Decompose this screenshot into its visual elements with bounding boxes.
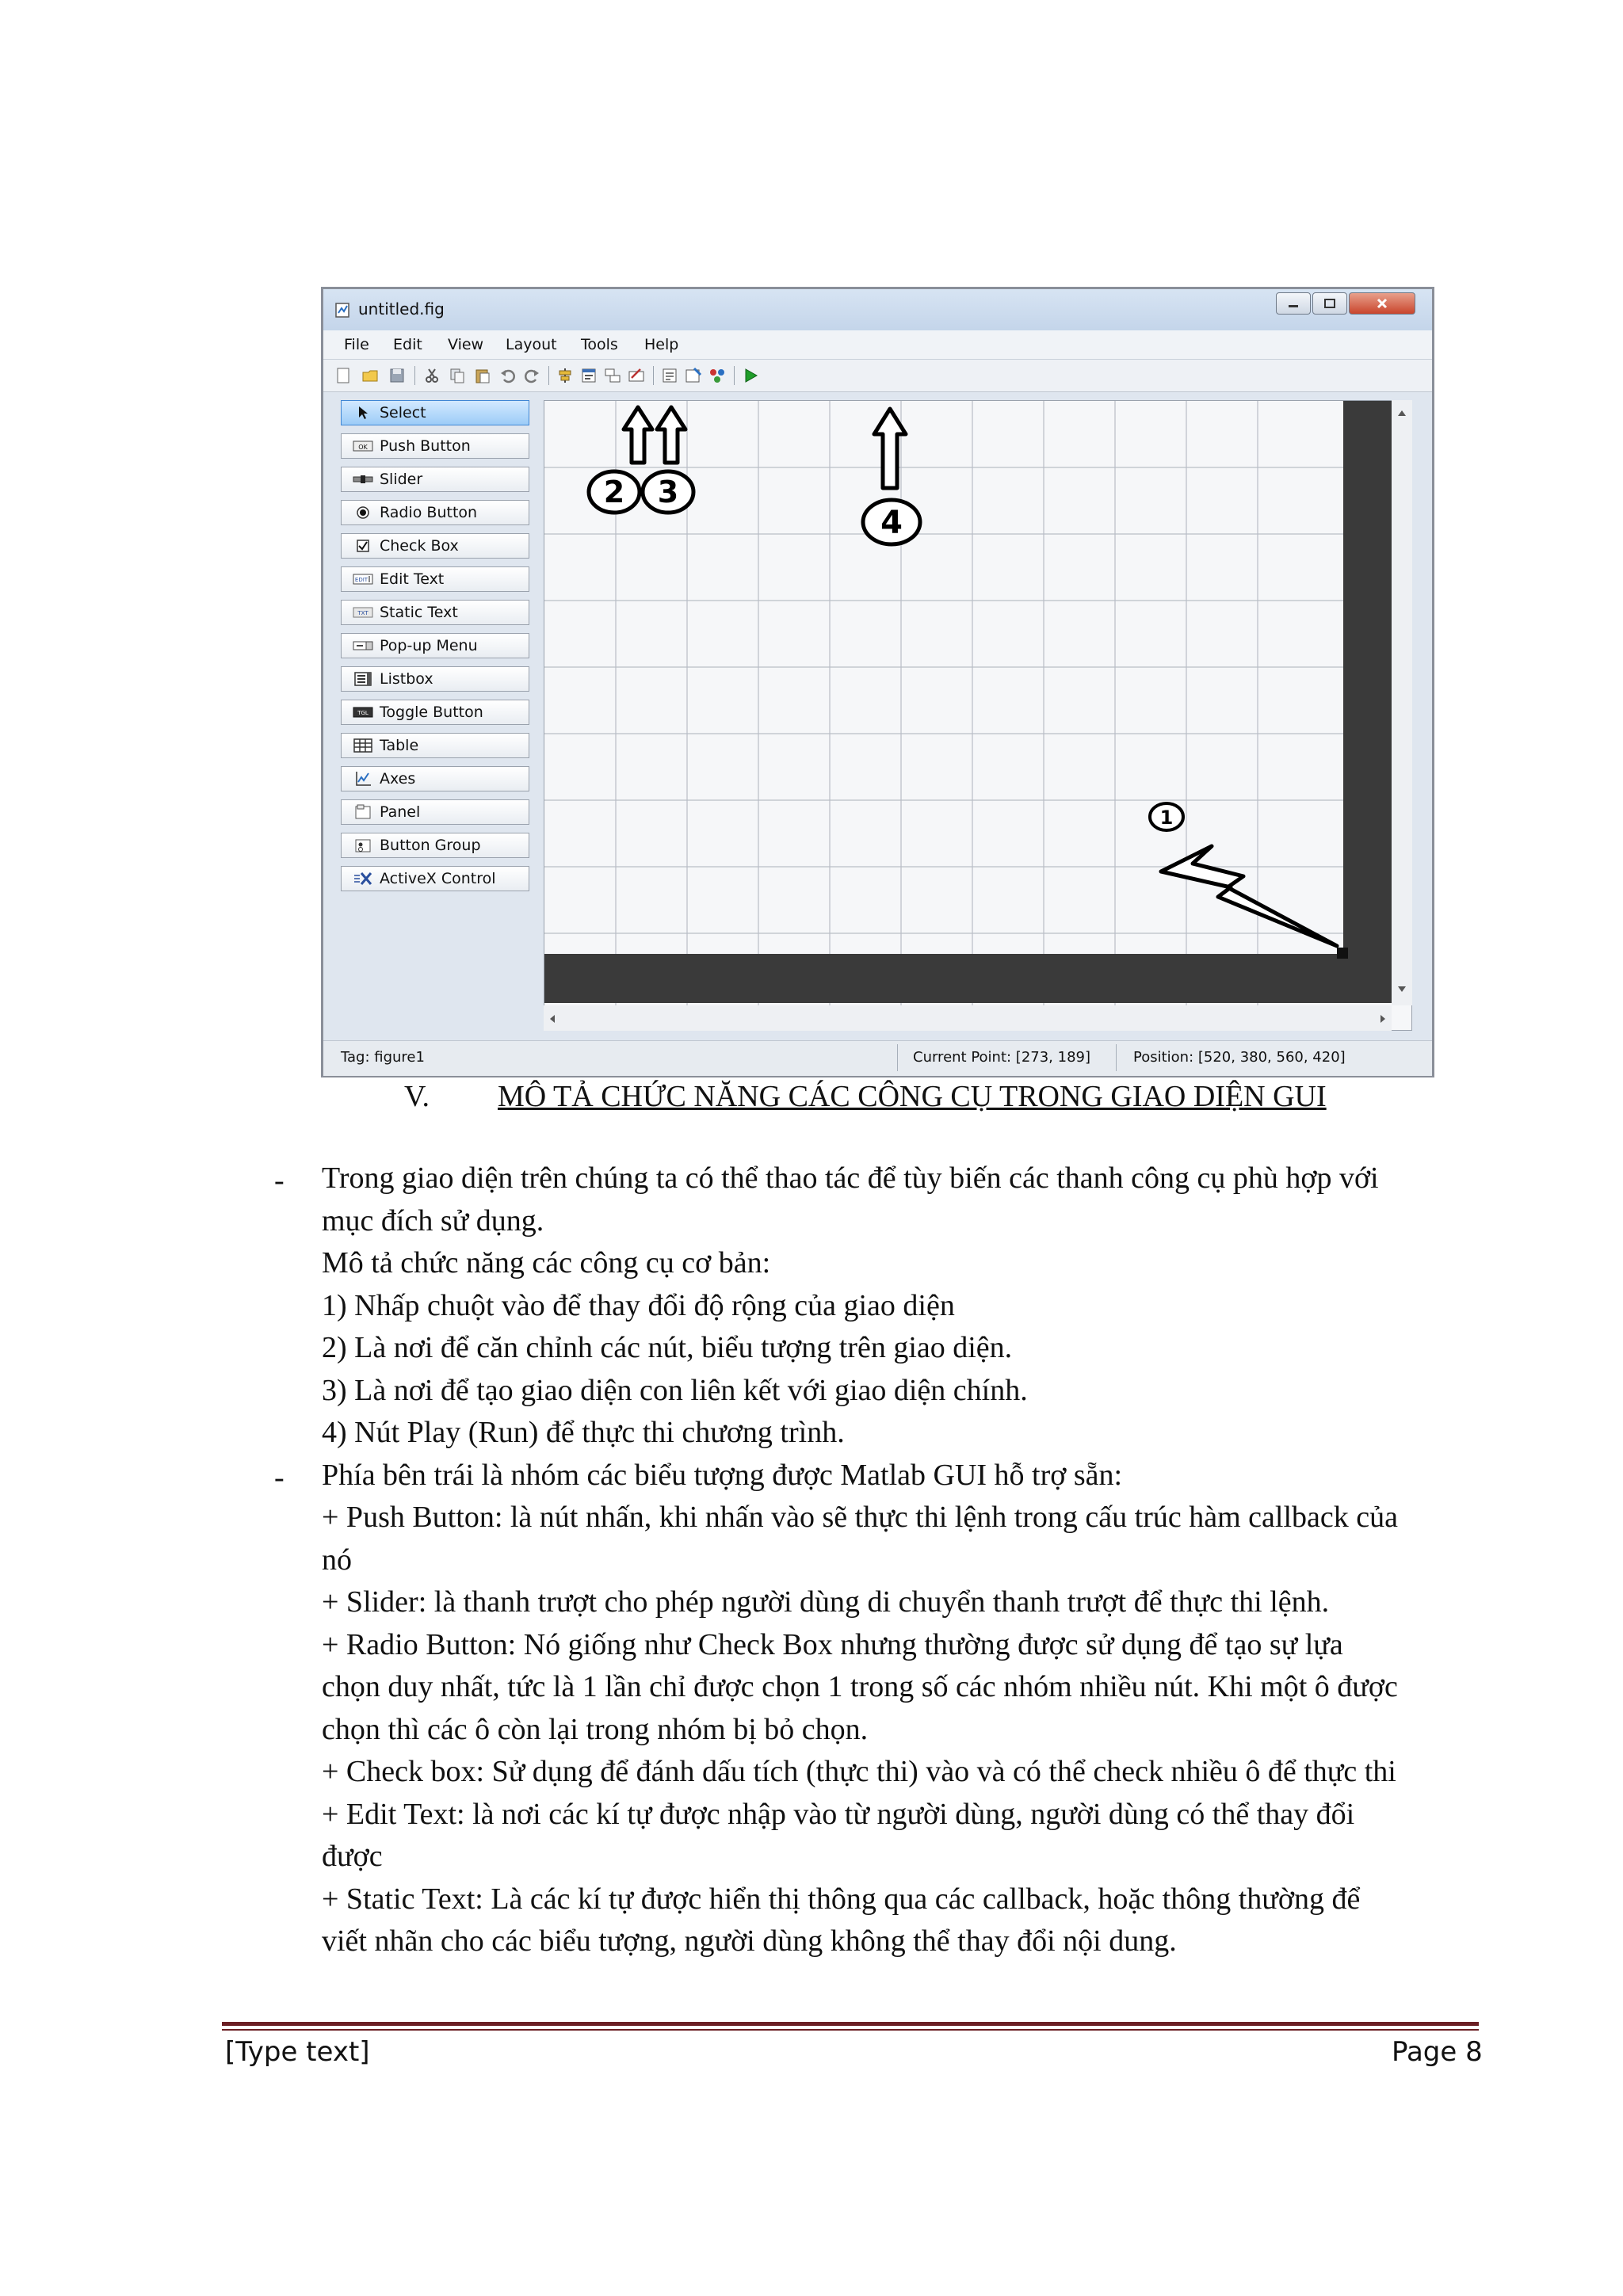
maximize-button[interactable]	[1312, 292, 1347, 315]
callout-4: 4	[880, 505, 903, 541]
palette-label: Push Button	[380, 437, 471, 455]
callout-3: 3	[657, 475, 679, 509]
toggle-icon	[353, 705, 373, 719]
save-icon[interactable]	[387, 365, 407, 386]
svg-text:EDIT: EDIT	[354, 577, 369, 583]
palette-label: Pop-up Menu	[380, 637, 478, 654]
window-title: untitled.fig	[358, 299, 445, 318]
figure-bottom-edge	[544, 954, 1392, 1003]
palette-slider[interactable]	[341, 467, 529, 492]
callout-1-wrap	[1147, 800, 1186, 833]
close-button[interactable]	[1349, 292, 1415, 315]
body-line: Trong giao diện trên chúng ta có thể thao tác để tùy biến các thanh công cụ phù hợp với	[322, 1161, 1379, 1195]
cursor-icon	[353, 406, 373, 420]
palette-label: Slider	[380, 471, 423, 488]
section-title: MÔ TẢ CHỨC NĂNG CÁC CÔNG CỤ TRONG GIAO DIỆN GUI	[498, 1080, 1327, 1113]
palette-label: Button Group	[380, 837, 481, 854]
minimize-button[interactable]	[1276, 292, 1311, 315]
button-group-icon	[353, 838, 373, 852]
activex-icon	[353, 871, 373, 886]
static-text-icon	[353, 605, 373, 620]
palette-label: Radio Button	[380, 504, 478, 521]
palette-panel[interactable]	[341, 799, 529, 825]
align-icon[interactable]	[555, 365, 575, 386]
palette-activex-control[interactable]	[341, 866, 529, 891]
vertical-scrollbar[interactable]	[1392, 400, 1412, 1005]
palette-label: Axes	[380, 770, 416, 788]
listbox-icon	[353, 672, 373, 686]
body-line: + Edit Text: là nơi các kí tự được nhập vào từ người dùng, người dùng có thể thay đổi	[322, 1798, 1355, 1831]
palette-label: Panel	[380, 803, 421, 821]
toolbar	[323, 360, 1432, 392]
close-icon	[1376, 297, 1388, 310]
list-dash: -	[274, 1164, 285, 1197]
body-line: 3) Là nơi để tạo giao diện con liên kết với giao diện chính.	[322, 1374, 1028, 1407]
palette-label: Static Text	[380, 604, 458, 621]
edit-text-icon	[353, 572, 373, 586]
callout-1: 1	[1159, 807, 1174, 829]
guide-window	[321, 287, 1434, 1077]
svg-text:TGL: TGL	[357, 710, 369, 716]
open-icon[interactable]	[360, 365, 380, 386]
layout-canvas[interactable]	[544, 400, 1412, 1031]
body-line: + Push Button: là nút nhấn, khi nhấn vào sẽ thực thi lệnh trong cấu trúc hàm callback của	[322, 1501, 1398, 1534]
palette-check-box[interactable]	[341, 533, 529, 559]
body-line: được	[322, 1840, 383, 1873]
body-line: + Static Text: Là các kí tự được hiển thị thông qua các callback, hoặc thông thường để	[322, 1882, 1361, 1916]
palette-table[interactable]	[341, 733, 529, 758]
palette-edit-text[interactable]	[341, 566, 529, 592]
panel-icon	[353, 805, 373, 819]
horizontal-scrollbar[interactable]	[544, 1005, 1392, 1031]
callout-4-wrap	[860, 496, 923, 548]
status-tag: Tag: figure1	[341, 1049, 425, 1066]
palette-label: Select	[380, 404, 426, 421]
palette-toggle-button[interactable]	[341, 700, 529, 725]
body-line: chọn duy nhất, tức là 1 lần chỉ được chọn 1 trong số các nhóm nhiều nút. Khi một ô được	[322, 1670, 1398, 1703]
palette-label: Check Box	[380, 537, 459, 555]
body-line: + Check box: Sử dụng để đánh dấu tích (thực thi) vào và có thể check nhiều ô để thực thi	[322, 1755, 1396, 1788]
menu-layout[interactable]: Layout	[506, 336, 557, 353]
page-number: Page 8	[1392, 2036, 1483, 2068]
callout-2: 2	[603, 475, 625, 509]
svg-text:OK: OK	[358, 444, 368, 451]
body-line: 1) Nhấp chuột vào để thay đổi độ rộng của giao diện	[322, 1289, 955, 1322]
property-inspector-icon[interactable]	[683, 365, 704, 386]
menu-help[interactable]: Help	[644, 336, 679, 353]
palette-push-button[interactable]	[341, 433, 529, 459]
menu-file[interactable]: File	[344, 336, 369, 353]
palette-button-group[interactable]	[341, 833, 529, 858]
run-icon[interactable]	[740, 365, 761, 386]
resize-handle	[1337, 948, 1348, 959]
footer-left-text: [Type text]	[225, 2036, 370, 2068]
undo-icon[interactable]	[498, 365, 518, 386]
tab-order-icon[interactable]	[602, 365, 623, 386]
redo-icon[interactable]	[521, 365, 542, 386]
palette-axes[interactable]	[341, 766, 529, 791]
list-dash: -	[274, 1461, 285, 1494]
object-browser-icon[interactable]	[707, 365, 727, 386]
popup-icon	[353, 639, 373, 653]
body-line: mục đích sử dụng.	[322, 1204, 544, 1238]
paste-icon[interactable]	[472, 365, 493, 386]
menu-bar	[323, 330, 1432, 360]
checkbox-icon	[353, 539, 373, 553]
callouts-2-3	[586, 467, 697, 515]
menu-tools[interactable]: Tools	[581, 336, 618, 353]
cut-icon[interactable]	[422, 365, 442, 386]
menu-view[interactable]: View	[448, 336, 484, 353]
push-button-icon	[353, 439, 373, 453]
radio-icon	[353, 505, 373, 520]
figure-right-edge	[1343, 401, 1392, 1003]
axes-icon	[353, 772, 373, 786]
body-line: Mô tả chức năng các công cụ cơ bản:	[322, 1246, 771, 1280]
section-number: V.	[404, 1080, 430, 1113]
palette-label: Listbox	[380, 670, 433, 688]
palette-popup-menu[interactable]	[341, 633, 529, 658]
body-line: + Radio Button: Nó giống như Check Box nhưng thường được sử dụng để tạo sự lựa	[322, 1628, 1343, 1661]
title-bar	[323, 289, 1432, 330]
copy-icon[interactable]	[447, 365, 468, 386]
minimize-icon	[1287, 299, 1300, 308]
section-heading	[0, 1071, 1623, 1119]
arrow-3	[657, 407, 685, 463]
body-line: + Slider: là thanh trượt cho phép người dùng di chuyển thanh trượt để thực thi lệnh.	[322, 1585, 1330, 1619]
mfile-editor-icon[interactable]	[659, 365, 680, 386]
maximize-icon	[1323, 298, 1336, 309]
new-icon[interactable]	[333, 365, 353, 386]
palette-select[interactable]	[341, 400, 529, 425]
status-position: Position: [520, 380, 560, 420]	[1133, 1049, 1346, 1066]
svg-text:TXT: TXT	[357, 610, 369, 616]
toolbar-editor-icon[interactable]	[626, 365, 647, 386]
palette-label: ActiveX Control	[380, 870, 496, 887]
body-line: chọn thì các ô còn lại trong nhóm bị bỏ chọn.	[322, 1713, 869, 1746]
lightning-arrow	[1161, 846, 1337, 946]
palette-label: Table	[380, 737, 419, 754]
body-line: 4) Nút Play (Run) để thực thi chương trình.	[322, 1416, 845, 1449]
menu-edit[interactable]: Edit	[393, 336, 422, 353]
palette-radio-button[interactable]	[341, 500, 529, 525]
body-line: Phía bên trái là nhóm các biểu tượng được Matlab GUI hỗ trợ sẵn:	[322, 1459, 1123, 1492]
palette-label: Toggle Button	[380, 704, 483, 721]
body-line: 2) Là nơi để căn chỉnh các nút, biểu tượng trên giao diện.	[322, 1331, 1013, 1364]
palette-label: Edit Text	[380, 570, 445, 588]
footer-rule-thin	[222, 2029, 1479, 2031]
status-current-point: Current Point: [273, 189]	[913, 1049, 1091, 1066]
menu-editor-icon[interactable]	[579, 365, 599, 386]
body-line: nó	[322, 1543, 352, 1577]
body-line: viết nhãn cho các biểu tượng, người dùng không thể thay đổi nội dung.	[322, 1924, 1177, 1958]
table-icon	[353, 738, 373, 753]
fig-file-icon	[334, 301, 352, 318]
slider-icon	[353, 472, 373, 486]
palette-static-text[interactable]	[341, 600, 529, 625]
palette-listbox[interactable]	[341, 666, 529, 692]
footer-rule	[222, 2022, 1479, 2026]
arrow-2	[624, 407, 652, 463]
